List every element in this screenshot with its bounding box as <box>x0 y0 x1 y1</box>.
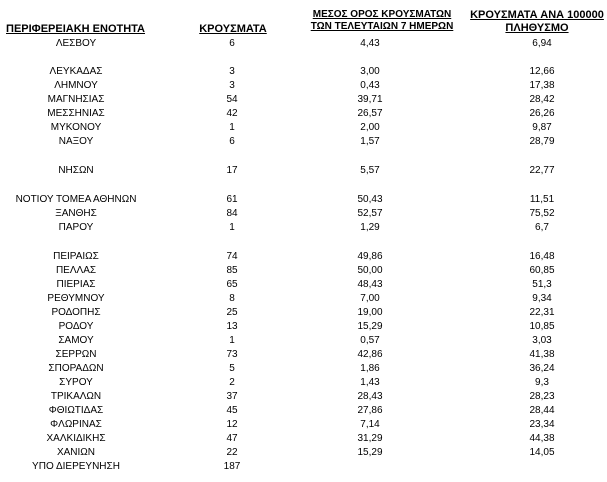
cases-cell: 85 <box>226 265 238 276</box>
table-row <box>0 164 607 178</box>
region-cell: ΠΕΛΛΑΣ <box>55 265 97 276</box>
per-100k-cell: 51,3 <box>532 279 552 290</box>
cases-cell: 73 <box>226 349 238 360</box>
per-100k-cell: 9,3 <box>535 377 549 388</box>
average-cell: 1,43 <box>360 377 380 388</box>
average-cell: 7,14 <box>360 419 380 430</box>
table-row <box>0 432 607 446</box>
cases-cell: 2 <box>229 377 235 388</box>
region-cell: ΛΕΥΚΑΔΑΣ <box>49 66 103 77</box>
per-100k-cell: 22,77 <box>529 165 555 176</box>
cases-cell: 12 <box>226 419 238 430</box>
table-row <box>0 334 607 348</box>
average-cell: 48,43 <box>357 279 383 290</box>
per-100k-cell: 28,44 <box>529 405 555 416</box>
per-100k-cell: 41,38 <box>529 349 555 360</box>
per-100k-cell: 9,34 <box>532 293 552 304</box>
region-cell: ΠΕΙΡΑΙΩΣ <box>53 251 99 262</box>
average-cell: 1,29 <box>360 222 380 233</box>
table-row <box>0 93 607 107</box>
cases-cell: 187 <box>223 461 241 472</box>
region-cell: ΝΗΣΩΝ <box>58 165 94 176</box>
per-100k-cell: 3,03 <box>532 335 552 346</box>
table-row <box>0 320 607 334</box>
region-cell: ΣΕΡΡΩΝ <box>55 349 97 360</box>
cases-cell: 25 <box>226 307 238 318</box>
average-cell: 15,29 <box>357 447 383 458</box>
header-average-line-2: ΤΩΝ ΤΕΛΕΥΤΑΙΩΝ 7 ΗΜΕΡΩΝ <box>310 21 454 32</box>
per-100k-cell: 9,87 <box>532 122 552 133</box>
cases-cell: 1 <box>229 122 235 133</box>
per-100k-cell: 60,85 <box>529 265 555 276</box>
region-cell: ΜΥΚΟΝΟΥ <box>50 122 102 133</box>
region-cell: ΡΟΔΟΠΗΣ <box>51 307 101 318</box>
per-100k-cell: 16,48 <box>529 251 555 262</box>
region-cell: ΥΠΟ ΔΙΕΡΕΥΝΗΣΗ <box>32 461 120 472</box>
per-100k-cell: 10,85 <box>529 321 555 332</box>
average-cell: 49,86 <box>357 251 383 262</box>
header-region <box>6 23 166 35</box>
average-cell: 50,00 <box>357 265 383 276</box>
region-cell: ΧΑΝΙΩΝ <box>56 447 96 458</box>
per-100k-cell: 6,7 <box>535 222 549 233</box>
table-row <box>0 107 607 121</box>
header-cases-label: ΚΡΟΥΣΜΑΤΑ <box>199 23 267 35</box>
per-100k-cell: 17,38 <box>529 80 555 91</box>
region-cell: ΛΕΣΒΟΥ <box>55 38 97 49</box>
region-cell: ΤΡΙΚΑΛΩΝ <box>50 391 102 402</box>
region-cell: ΞΑΝΘΗΣ <box>55 208 97 219</box>
cases-cell: 22 <box>226 447 238 458</box>
header-per-100k-line-2: ΠΛΗΘΥΣΜΟ <box>505 22 569 34</box>
cases-cell: 45 <box>226 405 238 416</box>
cases-cell: 74 <box>226 251 238 262</box>
table-row <box>0 390 607 404</box>
table-row <box>0 278 607 292</box>
region-cell: ΡΕΘΥΜΝΟΥ <box>47 293 105 304</box>
per-100k-cell: 28,79 <box>529 136 555 147</box>
region-cell: ΧΑΛΚΙΔΙΚΗΣ <box>46 433 106 444</box>
average-cell: 7,00 <box>360 293 380 304</box>
cases-cell: 61 <box>226 194 238 205</box>
table-row <box>0 221 607 235</box>
average-cell: 19,00 <box>357 307 383 318</box>
cases-cell: 3 <box>229 80 235 91</box>
per-100k-cell: 12,66 <box>529 66 555 77</box>
average-cell: 1,86 <box>360 363 380 374</box>
header-per-100k <box>470 9 604 35</box>
average-cell: 0,43 <box>360 80 380 91</box>
cases-cell: 47 <box>226 433 238 444</box>
region-cell: ΛΗΜΝΟΥ <box>54 80 98 91</box>
per-100k-cell: 28,42 <box>529 94 555 105</box>
header-region-label: ΠΕΡΙΦΕΡΕΙΑΚΗ ΕΝΟΤΗΤΑ <box>6 23 146 35</box>
region-cell: ΠΙΕΡΙΑΣ <box>56 279 96 290</box>
per-100k-cell: 23,34 <box>529 419 555 430</box>
cases-cell: 37 <box>226 391 238 402</box>
per-100k-cell: 22,31 <box>529 307 555 318</box>
average-cell: 27,86 <box>357 405 383 416</box>
cases-cell: 42 <box>226 108 238 119</box>
table-row <box>0 65 607 79</box>
table-row <box>0 404 607 418</box>
region-cell: ΣΠΟΡΑΔΩΝ <box>48 363 104 374</box>
average-cell: 42,86 <box>357 349 383 360</box>
average-cell: 26,57 <box>357 108 383 119</box>
table-row <box>0 362 607 376</box>
per-100k-cell: 44,38 <box>529 433 555 444</box>
table-row <box>0 207 607 221</box>
header-cases <box>198 23 268 35</box>
cases-cell: 65 <box>226 279 238 290</box>
region-cell: ΜΑΓΝΗΣΙΑΣ <box>47 94 105 105</box>
table-row <box>0 376 607 390</box>
cases-cell: 8 <box>229 293 235 304</box>
average-cell: 15,29 <box>357 321 383 332</box>
cases-cell: 6 <box>229 38 235 49</box>
average-cell: 0,57 <box>360 335 380 346</box>
average-cell: 4,43 <box>360 38 380 49</box>
region-cell: ΣΑΜΟΥ <box>58 335 94 346</box>
table-row <box>0 135 607 149</box>
table-row <box>0 348 607 362</box>
region-cell: ΡΟΔΟΥ <box>58 321 94 332</box>
per-100k-cell: 11,51 <box>529 194 555 205</box>
header-seven-day-average <box>298 9 466 33</box>
region-cell: ΦΘΙΩΤΙΔΑΣ <box>48 405 104 416</box>
average-cell: 39,71 <box>357 94 383 105</box>
average-cell: 52,57 <box>357 208 383 219</box>
average-cell: 31,29 <box>357 433 383 444</box>
cases-cell: 13 <box>226 321 238 332</box>
cases-cell: 5 <box>229 363 235 374</box>
region-cell: ΠΑΡΟΥ <box>58 222 94 233</box>
per-100k-cell: 6,94 <box>532 38 552 49</box>
per-100k-cell: 75,52 <box>529 208 555 219</box>
per-100k-cell: 36,24 <box>529 363 555 374</box>
cases-cell: 1 <box>229 335 235 346</box>
cases-cell: 54 <box>226 94 238 105</box>
table-row <box>0 121 607 135</box>
cases-cell: 17 <box>226 165 238 176</box>
header-average-line-1: ΜΕΣΟΣ ΟΡΟΣ ΚΡΟΥΣΜΑΤΩΝ <box>312 9 452 20</box>
average-cell: 2,00 <box>360 122 380 133</box>
cases-cell: 1 <box>229 222 235 233</box>
region-cell: ΜΕΣΣΗΝΙΑΣ <box>47 108 105 119</box>
region-cell: ΣΥΡΟΥ <box>59 377 93 388</box>
table-row <box>0 264 607 278</box>
average-cell: 50,43 <box>357 194 383 205</box>
average-cell: 1,57 <box>360 136 380 147</box>
average-cell: 28,43 <box>357 391 383 402</box>
region-cell: ΦΛΩΡΙΝΑΣ <box>50 419 102 430</box>
table-row <box>0 446 607 460</box>
region-cell: ΝΟΤΙΟΥ ΤΟΜΕΑ ΑΘΗΝΩΝ <box>15 194 137 205</box>
table-row <box>0 250 607 264</box>
per-100k-cell: 14,05 <box>529 447 555 458</box>
cases-cell: 84 <box>226 208 238 219</box>
cases-cell: 6 <box>229 136 235 147</box>
average-cell: 3,00 <box>360 66 380 77</box>
per-100k-cell: 28,23 <box>529 391 555 402</box>
table-row <box>0 306 607 320</box>
table-row <box>0 37 607 51</box>
table-row <box>0 460 607 474</box>
table-row <box>0 418 607 432</box>
header-per-100k-line-1: ΚΡΟΥΣΜΑΤΑ ΑΝΑ 100000 <box>470 9 604 21</box>
per-100k-cell: 26,26 <box>529 108 555 119</box>
region-cell: ΝΑΞΟΥ <box>58 136 94 147</box>
cases-cell: 3 <box>229 66 235 77</box>
table-row <box>0 79 607 93</box>
table-row <box>0 193 607 207</box>
table-row <box>0 292 607 306</box>
average-cell: 5,57 <box>360 165 380 176</box>
